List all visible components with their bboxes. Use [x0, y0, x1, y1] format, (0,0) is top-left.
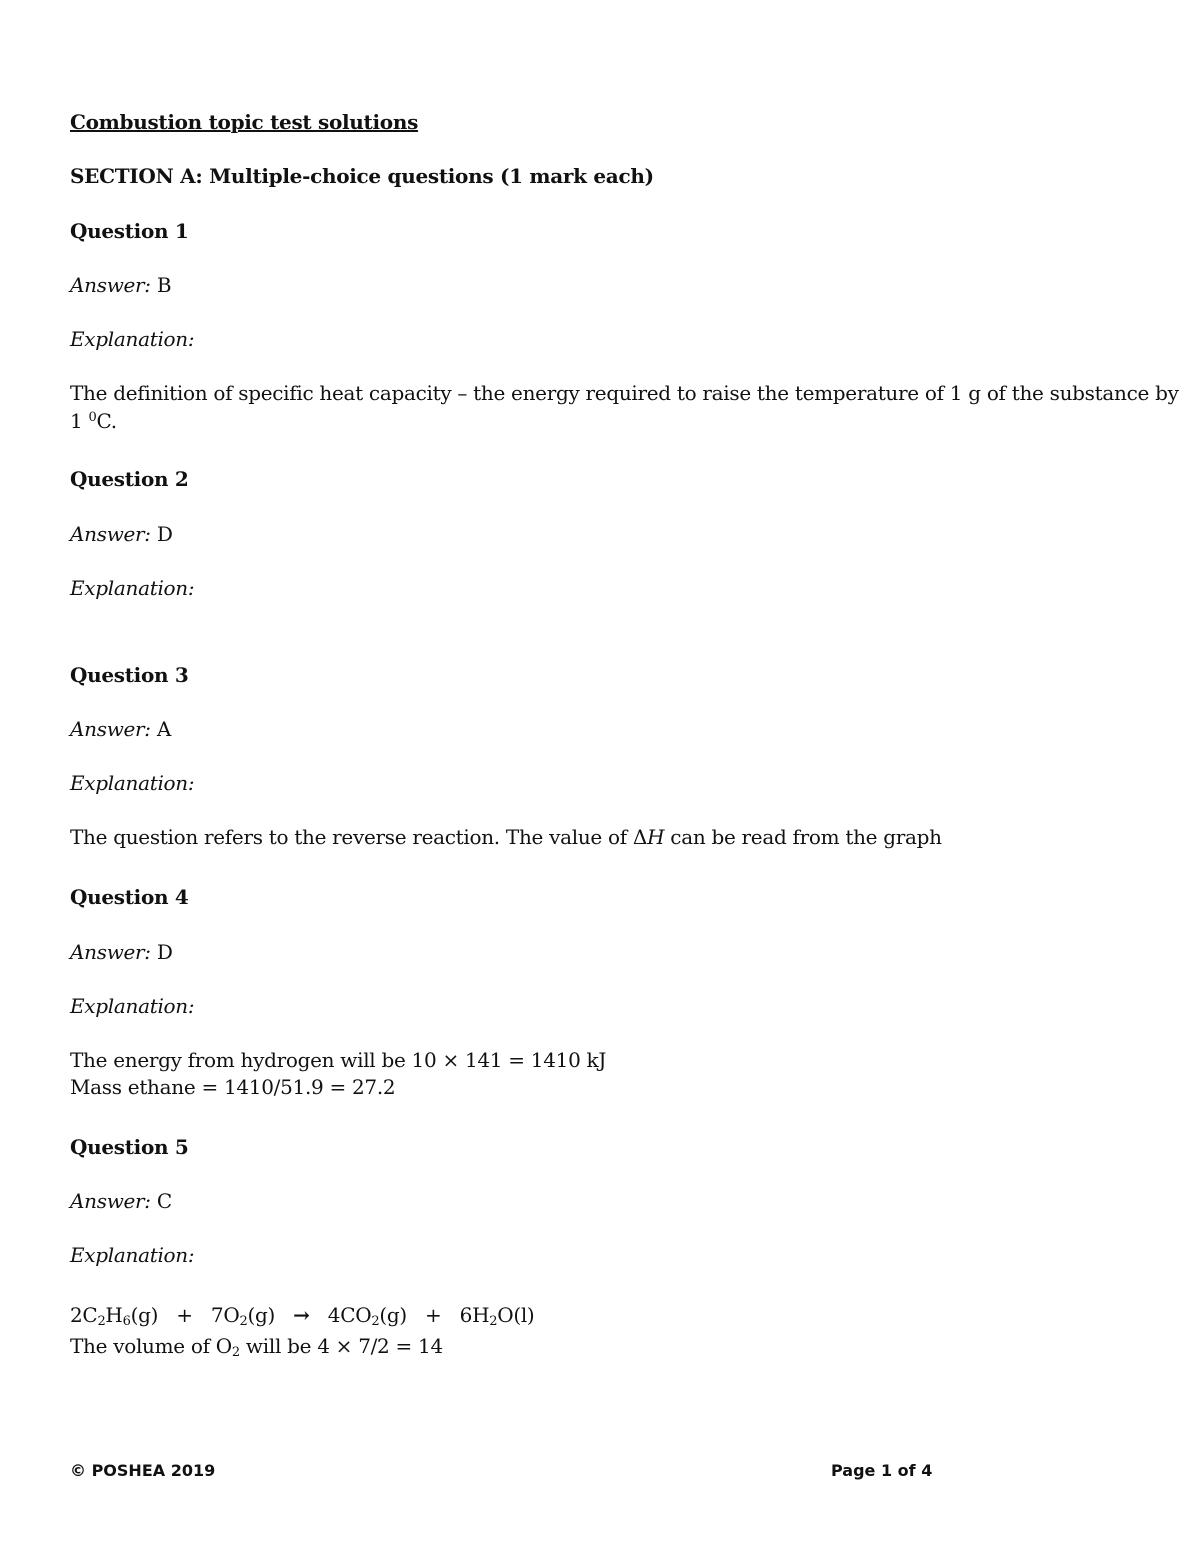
question-1-explanation-line-2 [70, 407, 117, 435]
answer-label: Answer: [70, 1189, 151, 1213]
footer-copyright: © POSHEA 2019 [70, 1461, 216, 1480]
answer-label: Answer: [70, 717, 151, 741]
product-water: $6H_2O(l)$ [459, 1303, 535, 1329]
question-2-heading: Question 2 [70, 467, 189, 491]
question-1-explanation-line-1: The definition of specific heat capacity – the energy required to raise the temperature of 1 g of the substance by [70, 381, 1179, 405]
temp-value: 1 [70, 409, 89, 433]
answer-value: A [156, 717, 171, 741]
temp-unit: C. [96, 409, 117, 433]
answer-value: D [156, 940, 173, 964]
enthalpy-symbol: H [647, 825, 665, 849]
reaction-arrow-icon: → [293, 1303, 310, 1327]
question-2-answer [70, 520, 173, 548]
question-4-explanation-label: Explanation: [70, 994, 195, 1018]
question-4-heading: Question 4 [70, 885, 189, 909]
answer-label: Answer: [70, 273, 151, 297]
document-title: Combustion topic test solutions [70, 110, 419, 134]
answer-value: C [156, 1189, 172, 1213]
answer-label: Answer: [70, 940, 151, 964]
answer-value: D [156, 522, 173, 546]
chemical-equation [70, 1301, 534, 1329]
question-1-heading: Question 1 [70, 219, 189, 243]
explanation-text-end: can be read from the graph [664, 825, 942, 849]
reactant-oxygen: $7O_2(g)$ [210, 1303, 275, 1329]
explanation-text-start: The question refers to the reverse reaction. The value of Δ [70, 825, 648, 849]
question-4-explanation-line-1: The energy from hydrogen will be 10 × 141 = 1410 kJ [70, 1048, 607, 1072]
question-4-explanation-line-2: Mass ethane = 1410/51.9 = 27.2 [70, 1075, 396, 1099]
degree-superscript: 0 [88, 410, 97, 425]
question-1-explanation-label: Explanation: [70, 327, 195, 351]
plus-sign: + [425, 1303, 442, 1327]
question-5-answer [70, 1187, 172, 1215]
reactant-ethane: $2C_2H_6(g)$ [70, 1303, 159, 1329]
question-5-heading: Question 5 [70, 1135, 189, 1159]
question-2-explanation-label: Explanation: [70, 576, 195, 600]
question-3-heading: Question 3 [70, 663, 189, 687]
question-5-explanation-label: Explanation: [70, 1243, 195, 1267]
answer-label: Answer: [70, 522, 151, 546]
question-3-explanation-text [70, 823, 942, 851]
section-heading: SECTION A: Multiple-choice questions (1 mark each) [70, 164, 654, 188]
question-4-answer [70, 938, 173, 966]
question-1-answer [70, 271, 171, 299]
question-3-answer [70, 715, 171, 743]
plus-sign: + [176, 1303, 193, 1327]
answer-value: B [156, 273, 172, 297]
question-3-explanation-label: Explanation: [70, 771, 195, 795]
footer-page-number: Page 1 of 4 [831, 1461, 933, 1480]
product-carbon-dioxide: $4CO_2(g)$ [327, 1303, 407, 1329]
volume-oxygen-line: The volume of $O_2$ will be 4 × 7/2 = 14 [70, 1334, 443, 1360]
